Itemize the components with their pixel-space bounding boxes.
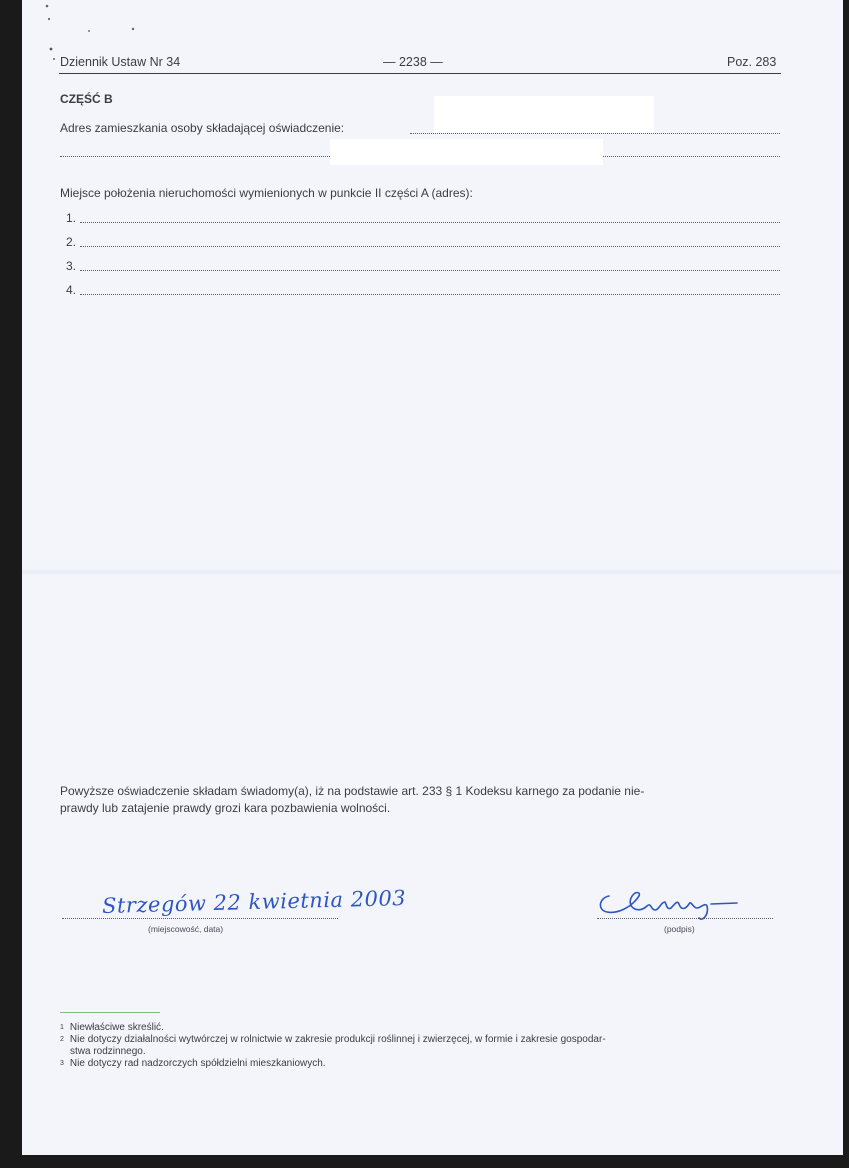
item-number-4: 4.	[66, 283, 77, 297]
footnote-text: stwa rodzinnego.	[70, 1046, 146, 1057]
declaration-line-1: Powyższe oświadczenie składam świadomy(a), iż na podstawie art. 233 § 1 Kodeksu karnego za podanie nie-	[60, 784, 645, 798]
footnote-1	[60, 1022, 782, 1034]
signature-line	[597, 918, 773, 919]
item-line-4	[80, 294, 780, 295]
footnote-text: Niewłaściwe skreślić.	[69, 1022, 164, 1033]
declaration-text	[60, 783, 782, 817]
redaction-box	[434, 96, 654, 133]
item-line-2	[80, 246, 780, 247]
address-label: Adres zamieszkania osoby składającej oświadczenie:	[60, 121, 345, 135]
footnote-2-continued	[60, 1046, 782, 1058]
item-number-2: 2.	[66, 235, 77, 249]
item-line-1	[80, 222, 780, 223]
position-number: Poz. 283	[727, 55, 777, 69]
item-number-3: 3.	[66, 259, 77, 273]
place-date-caption: (miejscowość, data)	[148, 924, 224, 934]
section-title: CZĘŚĆ B	[60, 92, 113, 106]
footnote-2	[60, 1034, 782, 1046]
item-number-1: 1.	[66, 211, 77, 225]
redaction-box	[330, 139, 603, 165]
page-number: — 2238 —	[383, 55, 443, 69]
paper-fold	[22, 568, 843, 576]
signature-caption: (podpis)	[664, 924, 695, 934]
declaration-line-2: prawdy lub zatajenie prawdy grozi kara pozbawienia wolności.	[60, 801, 391, 815]
footnote-text: Nie dotyczy działalności wytwórczej w rolnictwie w zakresie produkcji roślinnej i zwierzęcej, w formie i zakresie gospodar-	[69, 1034, 606, 1045]
footnote-number: 2	[60, 1036, 64, 1043]
item-line-3	[80, 270, 780, 271]
footnotes	[60, 1022, 782, 1070]
footnote-number: 1	[60, 1024, 64, 1031]
footnote-rule	[60, 1012, 160, 1013]
header-rule	[59, 73, 781, 74]
scanned-page	[22, 0, 843, 1155]
address-line-1	[410, 133, 780, 134]
property-label: Miejsce położenia nieruchomości wymienionych w punkcie II części A (adres):	[60, 186, 473, 200]
place-date-line	[62, 918, 338, 919]
footnote-text: Nie dotyczy rad nadzorczych spółdzielni mieszkaniowych.	[69, 1058, 326, 1069]
journal-title: Dziennik Ustaw Nr 34	[60, 55, 181, 69]
footnote-3	[60, 1058, 782, 1070]
place-date-handwritten: Strzegów 22 kwietnia 2003	[101, 886, 407, 918]
footnote-number: 3	[60, 1060, 64, 1067]
